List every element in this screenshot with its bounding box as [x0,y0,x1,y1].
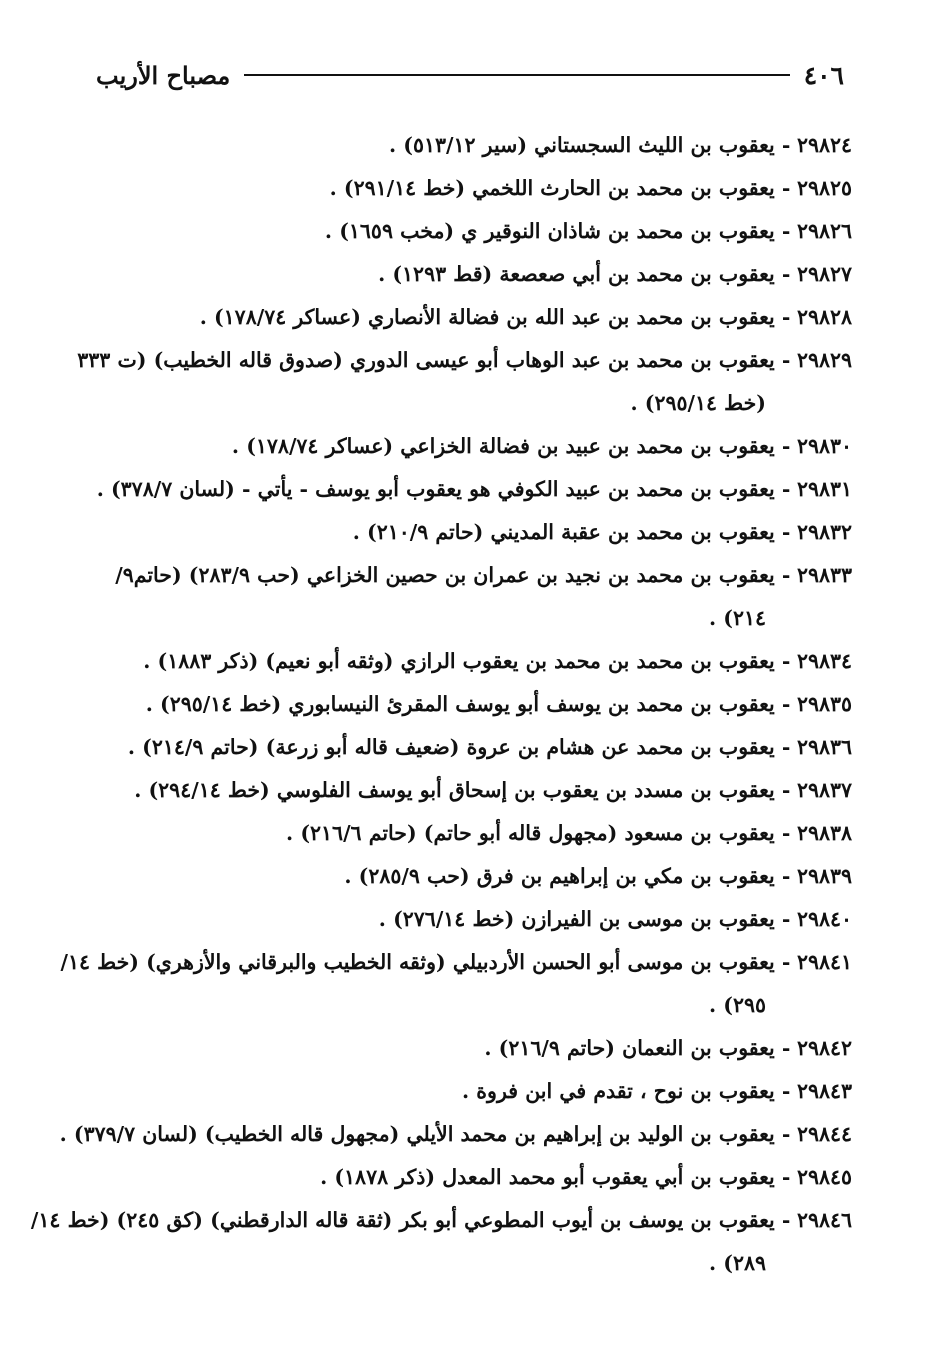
entry-text: - يعقوب بن النعمان (حاتم ٢١٦/٩) . [484,1036,791,1060]
entry-29824 [82,124,852,167]
entry-number: ٢٩٨٣٤ [796,649,852,673]
entry-29834 [82,640,852,683]
entry-number: ٢٩٨٣٩ [796,864,852,888]
book-title: مصباح الأريب [96,60,231,90]
header-rule [244,74,789,76]
entry-number: ٢٩٨٣٠ [796,434,852,458]
entry-number: ٢٩٨٤٣ [796,1079,852,1103]
entry-29828 [82,296,852,339]
entry-text: - يعقوب بن محمد بن شاذان النوقير ي (مخب ١٦٥٩) . [324,219,791,243]
entry-continuation: ٢٨٩) . [708,1251,766,1275]
entry-text: - يعقوب بن محمد بن عبيد بن فضالة الخزاعي (عساكر ١٧٨/٧٤) . [231,434,791,458]
entry-number: ٢٩٨٢٧ [796,262,852,286]
entry-29836 [82,726,852,769]
entry-text: - يعقوب بن مكي بن إبراهيم بن فرق (حب ٢٨٥/٩) . [344,864,791,888]
entry-number: ٢٩٨٣١ [796,477,852,501]
entry-text: - يعقوب بن الليث السجستاني (سير ٥١٣/١٢) . [388,133,791,157]
entry-29835 [82,683,852,726]
page-number: ٤٠٦ [803,60,844,90]
entry-number: ٢٩٨٢٩ [796,348,852,372]
entry-29833 [82,554,852,640]
entry-continuation: (خط ٢٩٥/١٤) . [630,391,766,415]
entry-text: - يعقوب بن أبي يعقوب أبو محمد المعدل (ذكر ١٨٧٨) . [320,1165,791,1189]
entry-text: - يعقوب بن محمد بن عبيد الكوفي هو يعقوب أبو يوسف - يأتي - (لسان ٣٧٨/٧) . [96,477,791,501]
entry-text: - يعقوب بن موسى أبو الحسن الأردبيلي (وثقه الخطيب والبرقاني والأزهري) (خط ١٤/ [60,950,791,974]
entry-number: ٢٩٨٤١ [796,950,852,974]
entry-29825 [82,167,852,210]
entry-number: ٢٩٨٣٥ [796,692,852,716]
entry-number: ٢٩٨٤٥ [796,1165,852,1189]
entry-29837 [82,769,852,812]
entry-continuation: ٢٩٥) . [708,993,766,1017]
entry-continuation: ٢١٤) . [708,606,766,630]
entry-number: ٢٩٨٣٨ [796,821,852,845]
entry-text: - يعقوب بن محمد بن عبد الله بن فضالة الأنصاري (عساكر ١٧٨/٧٤) . [199,305,791,329]
entry-number: ٢٩٨٢٦ [796,219,852,243]
entry-number: ٢٩٨٣٧ [796,778,852,802]
entry-text: - يعقوب بن محمد بن أبي صعصعة (قط ١٢٩٣) . [378,262,791,286]
entry-text: - يعقوب بن محمد عن هشام بن عروة (ضعيف قاله أبو زرعة) (حاتم ٢١٤/٩) . [127,735,791,759]
entry-29846 [30,1199,852,1285]
entry-number: ٢٩٨٢٥ [796,176,852,200]
entry-number: ٢٩٨٤٠ [796,907,852,931]
entry-text: - يعقوب بن محمد بن الحارث اللخمي (خط ٢٩١/١٤) . [329,176,791,200]
entry-text: - يعقوب بن محمد بن عبد الوهاب أبو عيسى الدوري (صدوق قاله الخطيب) (ت ٣٣٣ [77,348,791,372]
entry-29831 [82,468,852,511]
entries-list [30,124,852,1285]
entry-29826 [82,210,852,253]
entry-29842 [82,1027,852,1070]
entry-text: - يعقوب بن محمد بن محمد بن يعقوب الرازي (وثقه أبو نعيم) (ذكر ١٨٨٣) . [143,649,791,673]
entry-number: ٢٩٨٤٦ [796,1208,852,1232]
entry-text: - يعقوب بن محمد بن عقبة المديني (حاتم ٢١٠/٩) . [352,520,791,544]
entry-29840 [82,898,852,941]
entry-text: - يعقوب بن يوسف بن أيوب المطوعي أبو بكر (ثقة قاله الدارقطني) (كق ٢٤٥) (خط ١٤/ [30,1208,791,1232]
entry-number: ٢٩٨٣٦ [796,735,852,759]
entry-29830 [82,425,852,468]
entry-number: ٢٩٨٢٤ [796,133,852,157]
entry-text: - يعقوب بن موسى بن الفيرازن (خط ٢٧٦/١٤) . [378,907,791,931]
entry-29829 [77,339,852,425]
running-header [96,58,844,92]
entry-29838 [82,812,852,855]
entry-number: ٢٩٨٣٣ [796,563,852,587]
entry-text: - يعقوب بن مسعود (مجهول قاله أبو حاتم) (حاتم ٢١٦/٦) . [286,821,791,845]
entry-29827 [82,253,852,296]
entry-29843 [82,1070,852,1113]
entry-number: ٢٩٨٤٤ [796,1122,852,1146]
entry-text: - يعقوب بن مسدد بن يعقوب بن إسحاق أبو يوسف الفلوسي (خط ٢٩٤/١٤) . [134,778,791,802]
entry-29832 [82,511,852,554]
entry-text: - يعقوب بن نوح ، تقدم في ابن فروة . [462,1079,791,1103]
entry-29845 [82,1156,852,1199]
entry-29841 [60,941,852,1027]
entry-29839 [82,855,852,898]
entry-number: ٢٩٨٤٢ [796,1036,852,1060]
entry-text: - يعقوب بن الوليد بن إبراهيم بن محمد الأيلي (مجهول قاله الخطيب) (لسان ٣٧٩/٧) . [59,1122,791,1146]
entry-number: ٢٩٨٣٢ [796,520,852,544]
entry-29844 [59,1113,852,1156]
entry-text: - يعقوب بن محمد بن يوسف أبو يوسف المقرئ النيسابوري (خط ٢٩٥/١٤) . [145,692,791,716]
entry-number: ٢٩٨٢٨ [796,305,852,329]
entry-text: - يعقوب بن محمد بن نجيد بن عمران بن حصين الخزاعي (حب ٢٨٣/٩) (حاتم٩/ [115,563,791,587]
